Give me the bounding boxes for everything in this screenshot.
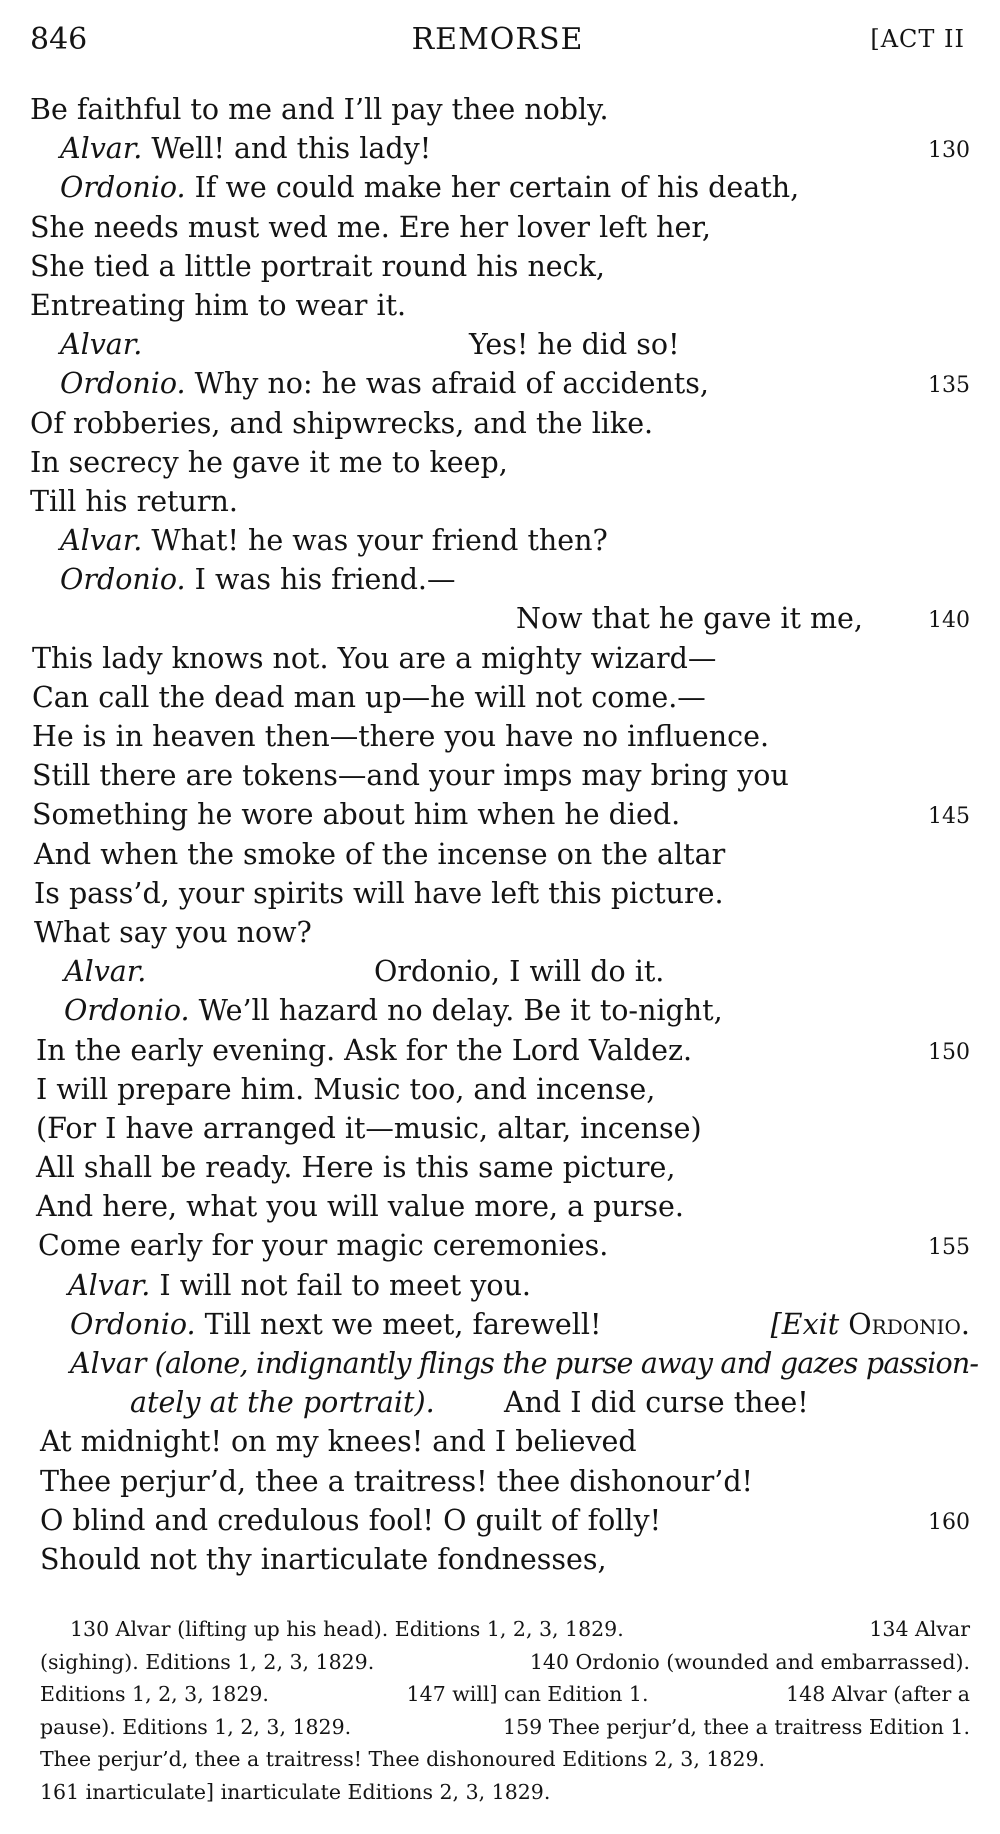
verse-line: She needs must wed me. Ere her lover left her,	[30, 210, 711, 244]
note-line: 130 Alvar (lifting up his head). Editions 1, 2, 3, 1829. 134 Alvar	[70, 1617, 970, 1641]
verse-line: Alvar. Yes! he did so!	[60, 328, 680, 362]
verse-line: Ordonio. Why no: he was afraid of accidents, 135	[30, 364, 970, 403]
speaker-name: Ordonio.	[60, 171, 186, 205]
speaker-name: Ordonio.	[60, 563, 186, 597]
verse-line: Ordonio. Till next we meet, farewell! [Exit Ordonio.	[30, 1305, 970, 1344]
verse-line: What say you now?	[34, 915, 312, 949]
speaker-name: Alvar.	[64, 955, 147, 989]
speaker-name: Alvar.	[68, 1268, 151, 1302]
verse-line: Till his return.	[30, 484, 238, 518]
speaker-name: Ordonio.	[70, 1307, 196, 1341]
page-number: 846	[30, 22, 88, 57]
verse-line: She tied a little portrait round his neck,	[30, 249, 605, 283]
verse-line: Entreating him to wear it.	[30, 288, 407, 322]
stage-direction: (alone, indignantly flings the purse away and gazes passion-	[146, 1347, 979, 1380]
line-number: 145	[928, 804, 970, 830]
verse-line	[30, 1344, 979, 1383]
speaker-name: Alvar.	[60, 328, 143, 362]
verse-line: And here, what you will value more, a purse.	[36, 1190, 684, 1224]
verse-line: Now that he gave it me, 140	[30, 599, 970, 638]
line-number: 140	[928, 608, 970, 634]
verse-line: I will prepare him. Music too, and incense,	[36, 1072, 656, 1106]
verse-line: All shall be ready. Here is this same picture,	[36, 1151, 676, 1185]
verse-line: Is pass’d, your spirits will have left this picture.	[34, 876, 724, 910]
verse-line: Ordonio. I was his friend.—	[60, 563, 456, 597]
stage-direction: [Exit Ordonio.	[770, 1307, 970, 1341]
speaker-name: Alvar.	[60, 132, 143, 166]
verse-text	[30, 90, 979, 1579]
verse-line: Can call the dead man up—he will not come.—	[32, 680, 706, 714]
note-line: Editions 1, 2, 3, 1829. 147 will] can Edition 1. 148 Alvar (after a	[40, 1682, 970, 1706]
verse-line: This lady knows not. You are a mighty wizard—	[32, 641, 717, 675]
note-line: 161 inarticulate] inarticulate Editions 2, 3, 1829.	[40, 1779, 551, 1804]
note-line: (sighing). Editions 1, 2, 3, 1829. 140 Ordonio (wounded and embarrassed).	[40, 1649, 970, 1674]
line-number: 150	[928, 1039, 970, 1065]
verse-line: Still there are tokens—and your imps may bring you	[32, 759, 789, 793]
verse-line: In the early evening. Ask for the Lord Valdez. 150	[30, 1031, 970, 1070]
page-header	[30, 22, 965, 62]
verse-line: He is in heaven then—there you have no influence.	[32, 720, 770, 753]
verse-line: And when the smoke of the incense on the altar	[34, 837, 726, 871]
verse-line: Of robberies, and shipwrecks, and the like.	[30, 406, 654, 440]
verse-line: (For I have arranged it—music, altar, incense)	[36, 1111, 702, 1145]
verse-line: Ordonio. If we could make her certain of his death,	[60, 171, 800, 205]
line-number: 130	[928, 138, 970, 164]
verse-line: Alvar. Well! and this lady! 130	[30, 129, 970, 168]
running-title: REMORSE	[411, 22, 584, 57]
line-number: 155	[928, 1235, 970, 1261]
verse-line: Ordonio. We’ll hazard no delay. Be it to-night,	[64, 994, 723, 1028]
stage-direction: ately at the portrait).	[130, 1386, 435, 1420]
verse-line: Come early for your magic ceremonies. 155	[30, 1226, 970, 1265]
verse-line: In secrecy he gave it me to keep,	[30, 445, 508, 479]
line-number: 135	[928, 373, 970, 399]
verse-line: Alvar. Ordonio, I will do it.	[64, 955, 665, 989]
verse-line: Alvar. I will not fail to meet you.	[68, 1268, 531, 1302]
verse-line: Should not thy inarticulate fondnesses,	[40, 1542, 607, 1576]
verse-line: Alvar. What! he was your friend then?	[60, 524, 608, 558]
verse-line: Thee perjur’d, thee a traitress! thee dishonour’d!	[40, 1464, 754, 1498]
textual-notes	[40, 1613, 970, 1808]
verse-line: At midnight! on my knees! and I believed	[40, 1425, 637, 1459]
note-line: Thee perjur’d, thee a traitress! Thee dishonoured Editions 2, 3, 1829.	[40, 1747, 766, 1771]
act-label: [ACT II	[870, 25, 965, 53]
verse-line: ately at the portrait). And I did curse thee!	[130, 1386, 809, 1420]
verse-line: Be faithful to me and I’ll pay thee nobly.	[30, 93, 609, 126]
speaker-name: Alvar.	[60, 524, 143, 558]
line-number: 160	[928, 1509, 970, 1535]
speaker-name: Alvar	[70, 1347, 147, 1380]
speaker-name: Ordonio.	[60, 367, 186, 401]
speaker-name: Ordonio.	[64, 994, 190, 1028]
verse-line: O blind and credulous fool! O guilt of folly! 160	[30, 1501, 970, 1540]
note-line: pause). Editions 1, 2, 3, 1829. 159 Thee perjur’d, thee a traitress Edition 1.	[40, 1714, 970, 1739]
verse-line: Something he wore about him when he died. 145	[30, 795, 970, 834]
